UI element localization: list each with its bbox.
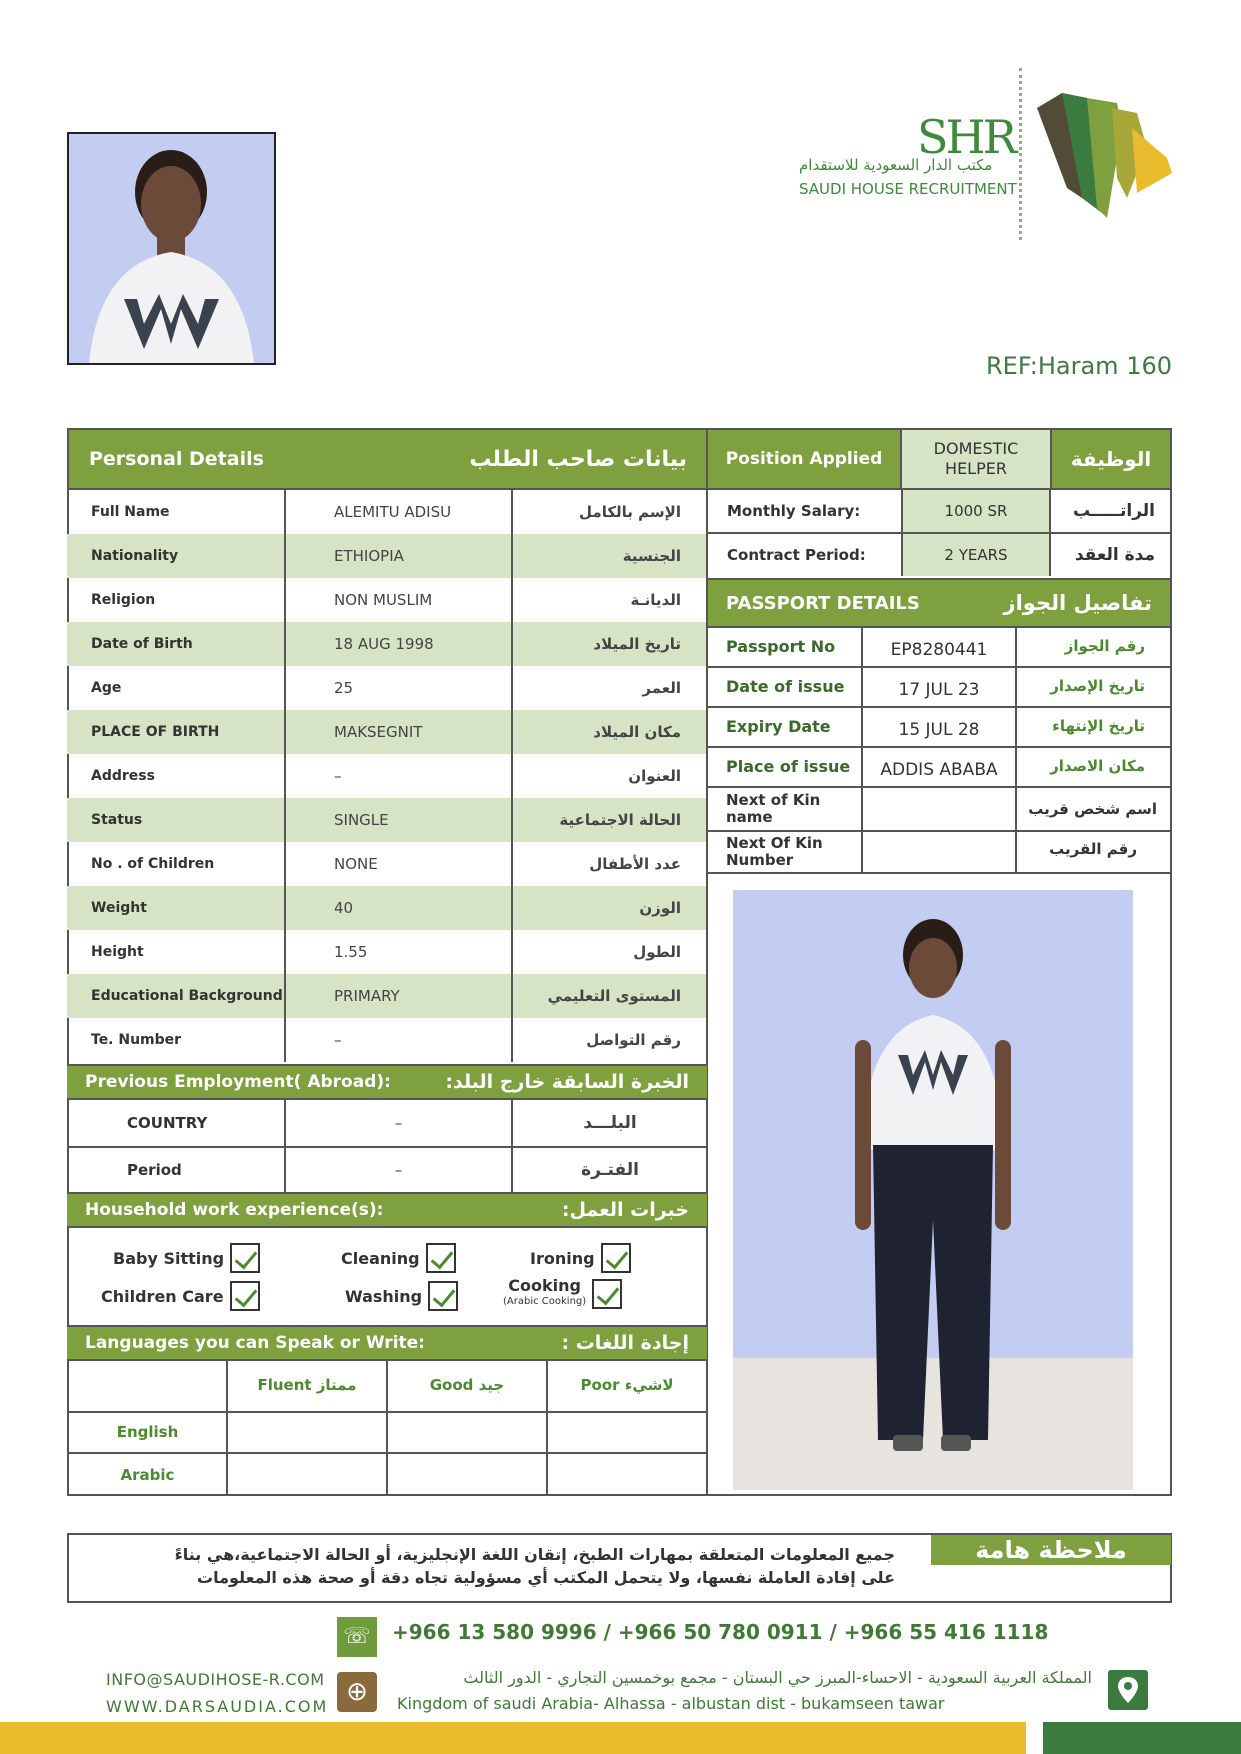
row-label-ar: تاريخ الميلاد xyxy=(593,635,681,653)
passport-title-ar: تفاصيل الجواز xyxy=(1003,591,1152,615)
row-label-ar: البلـــد xyxy=(583,1113,637,1133)
footer-bar-yellow xyxy=(0,1722,1026,1754)
globe-icon: ⊕ xyxy=(337,1672,377,1712)
row-label: Height xyxy=(67,930,286,974)
applicant-photo-portrait xyxy=(67,132,276,365)
row-label-ar: المستوى التعليمي xyxy=(547,987,681,1005)
employment-row-country xyxy=(67,1100,707,1146)
salary-label-ar: الراتـــــب xyxy=(1072,501,1155,521)
skill-baby-sitting xyxy=(113,1243,260,1273)
lang-col-fluent: Fluent ممتاز xyxy=(257,1376,357,1394)
contract-label: Contract Period: xyxy=(727,546,866,564)
check-icon xyxy=(426,1243,456,1273)
personal-row-address xyxy=(67,754,707,798)
skill-label: Washing xyxy=(345,1286,423,1306)
expiry-date-label: Expiry Date xyxy=(726,717,831,736)
passport-header xyxy=(708,578,1170,626)
row-label: Nationality xyxy=(67,534,286,578)
row-label: Weight xyxy=(67,886,286,930)
expiry-date-label-ar: تاريخ الإنتهاء xyxy=(1052,717,1145,735)
household-title-ar: خبرات العمل: xyxy=(561,1199,689,1221)
row-label: Period xyxy=(67,1148,286,1192)
row-label-ar: الديانـة xyxy=(630,591,681,609)
row-label: Religion xyxy=(67,578,286,622)
kin-name-label: Next of Kin name xyxy=(726,791,821,826)
skill-note: (Arabic Cooking) xyxy=(503,1296,587,1307)
employment-title-en: Previous Employment( Abroad): xyxy=(85,1072,391,1092)
skill-label: Baby Sitting xyxy=(113,1248,225,1268)
row-value: 25 xyxy=(286,666,513,710)
important-note-text xyxy=(90,1543,895,1589)
row-value: – xyxy=(286,1100,513,1146)
location-pin-icon xyxy=(1108,1670,1148,1710)
personal-row-phone xyxy=(67,1018,707,1062)
place-of-issue-label: Place of issue xyxy=(726,757,851,776)
skill-ironing xyxy=(530,1243,631,1273)
place-of-issue-value: ADDIS ABABA xyxy=(880,760,998,780)
row-value: NON MUSLIM xyxy=(286,578,513,622)
expiry-date-value: 15 JUL 28 xyxy=(898,720,980,740)
check-icon xyxy=(230,1243,260,1273)
skill-cooking xyxy=(503,1278,622,1310)
household-title-en: Household work experience(s): xyxy=(85,1200,384,1220)
row-label-ar: الحالة الاجتماعية xyxy=(559,811,681,829)
logo-divider xyxy=(1019,68,1022,240)
passport-no-label: Passport No xyxy=(726,637,836,656)
personal-row-dob xyxy=(67,622,707,666)
row-value: ETHIOPIA xyxy=(286,534,513,578)
row-value: – xyxy=(286,1018,513,1062)
passport-no-label-ar: رقم الجواز xyxy=(1064,637,1145,655)
row-label-ar: الوزن xyxy=(639,899,681,917)
check-icon xyxy=(230,1281,260,1311)
employment-header xyxy=(67,1064,707,1100)
row-value: 40 xyxy=(286,886,513,930)
important-note-title: ملاحظة هامة xyxy=(931,1535,1171,1565)
personal-row-religion xyxy=(67,578,707,622)
kin-number-label-ar: رقم القريب xyxy=(1049,840,1137,858)
check-icon xyxy=(428,1281,458,1311)
row-value: – xyxy=(286,1148,513,1192)
row-label-ar: عدد الأطفال xyxy=(589,855,681,873)
logo-arabic-name: مكتب الدار السعودية للاستقدام xyxy=(799,156,993,174)
passport-title-en: PASSPORT DETAILS xyxy=(726,592,920,614)
row-label-ar: مكان الميلاد xyxy=(593,723,681,741)
row-label: Educational Background xyxy=(67,974,286,1018)
row-label: No . of Children xyxy=(67,842,286,886)
kin-name-label-ar: اسم شخص قريب xyxy=(1028,800,1157,818)
issue-date-label: Date of issue xyxy=(726,677,845,696)
row-label: Age xyxy=(67,666,286,710)
phone-numbers: +966 13 580 9996 / +966 50 780 0911 / +966 55 416 1118 xyxy=(392,1620,1049,1644)
skill-children-care xyxy=(101,1281,260,1311)
row-label-ar: الفتـرة xyxy=(581,1160,639,1180)
personal-row-education xyxy=(67,974,707,1018)
contract-row xyxy=(707,534,1172,576)
skill-label: Ironing xyxy=(530,1248,595,1268)
contract-label-ar: مدة العقد xyxy=(1074,545,1155,565)
lang-row-english: English xyxy=(116,1423,179,1441)
check-icon xyxy=(592,1279,622,1309)
contract-value: 2 YEARS xyxy=(901,534,1051,576)
address-arabic: المملكة العربية السعودية - الاحساء-المبرز حي البستان - مجمع بوخمسين التجاري - الدور الثالث xyxy=(463,1668,1092,1687)
personal-details-title-en: Personal Details xyxy=(89,448,264,470)
row-value: SINGLE xyxy=(286,798,513,842)
lang-col-poor: Poor لاشيء xyxy=(580,1376,674,1394)
skill-label: Children Care xyxy=(101,1286,224,1306)
skill-label: Cooking xyxy=(508,1276,581,1295)
personal-row-status xyxy=(67,798,707,842)
personal-row-place-of-birth xyxy=(67,710,707,754)
row-value: MAKSEGNIT xyxy=(286,710,513,754)
row-value: 1.55 xyxy=(286,930,513,974)
languages-title-ar: إجادة اللغات : xyxy=(561,1332,689,1354)
languages-header xyxy=(67,1325,707,1361)
phone-icon: ☏ xyxy=(337,1617,377,1657)
logo-monogram: SHR xyxy=(917,110,1015,164)
row-label-ar: الطول xyxy=(633,943,681,961)
saudi-map-logo-icon xyxy=(1027,88,1177,223)
personal-row-children xyxy=(67,842,707,886)
row-value: NONE xyxy=(286,842,513,886)
personal-row-nationality xyxy=(67,534,707,578)
row-label: COUNTRY xyxy=(67,1100,286,1146)
salary-value: 1000 SR xyxy=(901,490,1051,532)
position-value: DOMESTIC HELPER xyxy=(902,430,1052,488)
row-label-ar: رقم التواصل xyxy=(586,1031,681,1049)
row-label: Te. Number xyxy=(67,1018,286,1062)
place-of-issue-label-ar: مكان الاصدار xyxy=(1050,757,1145,775)
position-label: Position Applied xyxy=(708,430,902,488)
salary-row xyxy=(707,490,1172,532)
languages-title-en: Languages you can Speak or Write: xyxy=(85,1333,425,1353)
personal-row-height xyxy=(67,930,707,974)
row-value: – xyxy=(286,754,513,798)
website-link: WWW.DARSAUDIA.COM xyxy=(106,1697,329,1716)
logo-english-name: SAUDI HOUSE RECRUITMENT xyxy=(799,180,1017,198)
position-label-ar: الوظيفة xyxy=(1052,430,1170,488)
personal-details-title-ar: بيانات صاحب الطلب xyxy=(469,446,687,472)
personal-row-full-name xyxy=(67,490,707,534)
row-label-ar: الإسم بالكامل xyxy=(579,503,681,521)
salary-label: Monthly Salary: xyxy=(727,502,861,520)
skill-label: Cleaning xyxy=(341,1248,420,1268)
personal-details-header xyxy=(69,430,707,488)
issue-date-label-ar: تاريخ الإصدار xyxy=(1050,677,1145,695)
personal-row-weight xyxy=(67,886,707,930)
row-label: Date of Birth xyxy=(67,622,286,666)
lang-row-arabic: Arabic xyxy=(120,1466,175,1484)
row-label-ar: الجنسية xyxy=(622,547,681,565)
skill-washing xyxy=(345,1281,458,1311)
lang-col-good: Good جيد xyxy=(429,1376,505,1394)
household-header xyxy=(67,1192,707,1228)
employment-title-ar: الخبرة السابقة خارج البلد: xyxy=(445,1071,689,1093)
check-icon xyxy=(601,1243,631,1273)
address-english: Kingdom of saudi Arabia- Alhassa - albustan dist - bukamseen tawar xyxy=(397,1694,945,1713)
personal-row-age xyxy=(67,666,707,710)
skill-cleaning xyxy=(341,1243,456,1273)
passport-no-value: EP8280441 xyxy=(890,640,988,660)
employment-row-period xyxy=(67,1148,707,1192)
note-line-1: جميع المعلومات المتعلقة بمهارات الطبخ، إتقان اللغة الإنجليزية، أو الحالة الاجتماعية،هي بناءً xyxy=(174,1545,895,1564)
row-value: 18 AUG 1998 xyxy=(286,622,513,666)
row-label-ar: العمر xyxy=(642,679,681,697)
kin-number-label: Next Of Kin Number xyxy=(726,834,823,869)
row-label-ar: العنوان xyxy=(628,767,681,785)
footer-bar-green xyxy=(1043,1722,1241,1754)
row-label: Address xyxy=(67,754,286,798)
row-label: Status xyxy=(67,798,286,842)
row-label: Full Name xyxy=(67,490,286,534)
row-value: PRIMARY xyxy=(286,974,513,1018)
issue-date-value: 17 JUL 23 xyxy=(898,680,980,700)
reference-number: REF:Haram 160 xyxy=(985,352,1172,380)
note-line-2: على إفادة العاملة نفسها، ولا يتحمل المكتب أي مسؤولية تجاه دقة أو صحة هذه المعلومات xyxy=(197,1568,895,1587)
row-label: PLACE OF BIRTH xyxy=(67,710,286,754)
row-value: ALEMITU ADISU xyxy=(286,490,513,534)
email-address: INFO@SAUDIHOSE-R.COM xyxy=(106,1670,325,1689)
